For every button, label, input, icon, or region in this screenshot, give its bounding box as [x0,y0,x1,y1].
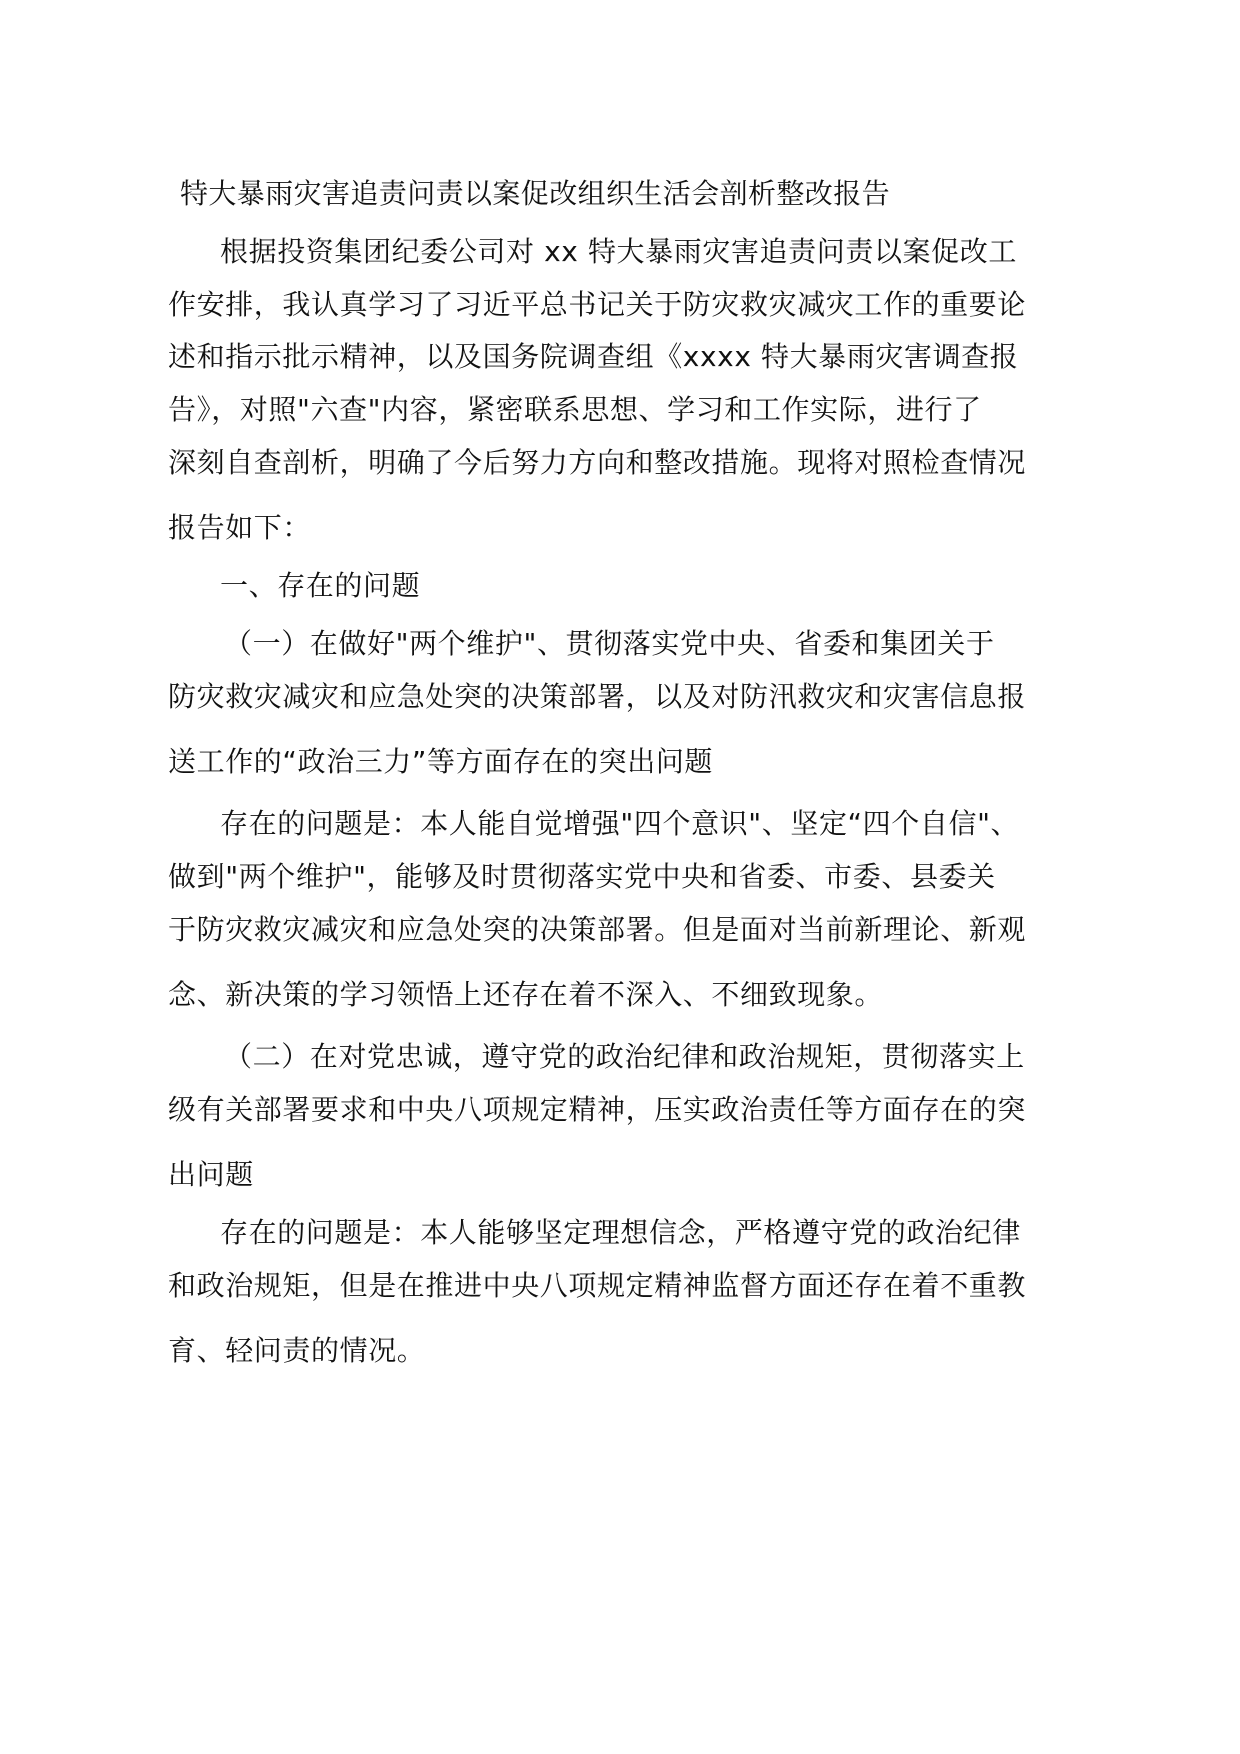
intro-line: 作安排，我认真学习了习近平总书记关于防灾救灾减灾工作的重要论 [168,288,1027,321]
problem-text-line: 念、新决策的学习领悟上还存在着不深入、不细致现象。 [168,978,884,1011]
problem-text-line: 和政治规矩，但是在推进中央八项规定精神监督方面还存在着不重教 [168,1269,1027,1302]
intro-line: 报告如下： [168,511,312,544]
problem-text-line: 于防灾救灾减灾和应急处突的决策部署。但是面对当前新理论、新观 [168,913,1027,946]
problem-text-line: 育、轻问责的情况。 [168,1334,426,1367]
subsection-heading-line: （二）在对党忠诚，遵守党的政治纪律和政治规矩，贯彻落实上 [224,1040,1025,1073]
intro-line: 深刻自查剖析，明确了今后努力方向和整改措施。现将对照检查情况 [168,446,1027,479]
intro-line: 告》，对照"六查"内容，紧密联系思想、学习和工作实际，进行了 [168,393,982,426]
subsection-heading-line: 防灾救灾减灾和应急处突的决策部署，以及对防汛救灾和灾害信息报 [168,680,1027,713]
problem-text-line: 存在的问题是：本人能够坚定理想信念，严格遵守党的政治纪律 [220,1216,1021,1249]
section-heading: 一、存在的问题 [220,569,421,602]
subsection-heading-line: 级有关部署要求和中央八项规定精神，压实政治责任等方面存在的突 [168,1093,1027,1126]
intro-line: 述和指示批示精神，以及国务院调查组《xxxx 特大暴雨灾害调查报 [168,340,1019,373]
subsection-heading-line: 送工作的“政治三力”等方面存在的突出问题 [168,745,714,778]
problem-text-line: 存在的问题是：本人能自觉增强"四个意识"、坚定“四个自信"、 [220,807,1020,840]
subsection-heading-line: （一）在做好"两个维护"、贯彻落实党中央、省委和集团关于 [224,627,995,660]
intro-line: 根据投资集团纪委公司对 xx 特大暴雨灾害追责问责以案促改工 [220,235,1017,268]
problem-text-line: 做到"两个维护"，能够及时贯彻落实党中央和省委、市委、县委关 [168,860,996,893]
subsection-heading-line: 出问题 [168,1158,254,1191]
document-title: 特大暴雨灾害追责问责以案促改组织生活会剖析整改报告 [180,177,891,210]
